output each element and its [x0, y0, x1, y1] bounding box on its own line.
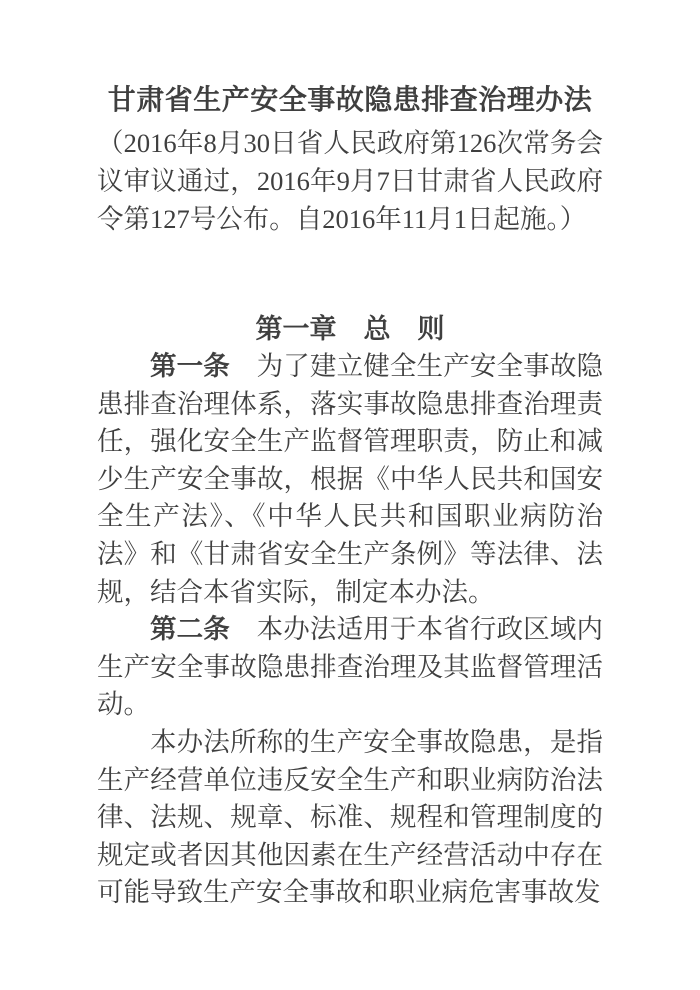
- article-2-continuation-text: 本办法所称的生产安全事故隐患，是指生产经营单位违反安全生产和职业病防治法律、法规、规章、标准、规程和管理制度的规定或者因其他因素在生产经营活动中存在可能导致生产安全事故和职业病危害事故发: [97, 726, 603, 908]
- promulgation-note: （2016年8月30日省人民政府第126次常务会议审议通过，2016年9月7日甘肃省人民政府令第127号公布。自2016年11月1日起施。）: [97, 128, 603, 234]
- chapter-heading: 第一章 总 则: [255, 314, 445, 344]
- article-1-text: 为了建立健全生产安全事故隐患排查治理体系，落实事故隐患排查治理责任，强化安全生产监督管理职责，防止和减少生产安全事故，根据《中华人民共和国安全生产法》、《中华人民共和国职业病防治法》和《甘肃省安全生产条例》等法律、法规，结合本省实际，制定本办法。: [97, 351, 603, 607]
- article-2-continuation-paragraph: [97, 724, 603, 912]
- article-1-label: 第一条: [150, 351, 257, 381]
- article-2-text: 本办法适用于本省行政区域内生产安全事故隐患排查治理及其监督管理活动。: [97, 614, 603, 720]
- article-2-label: 第二条: [150, 614, 257, 645]
- article-2: [97, 611, 603, 724]
- article-1: [97, 348, 603, 611]
- document-title: 甘肃省生产安全事故隐患排查治理办法: [107, 85, 593, 116]
